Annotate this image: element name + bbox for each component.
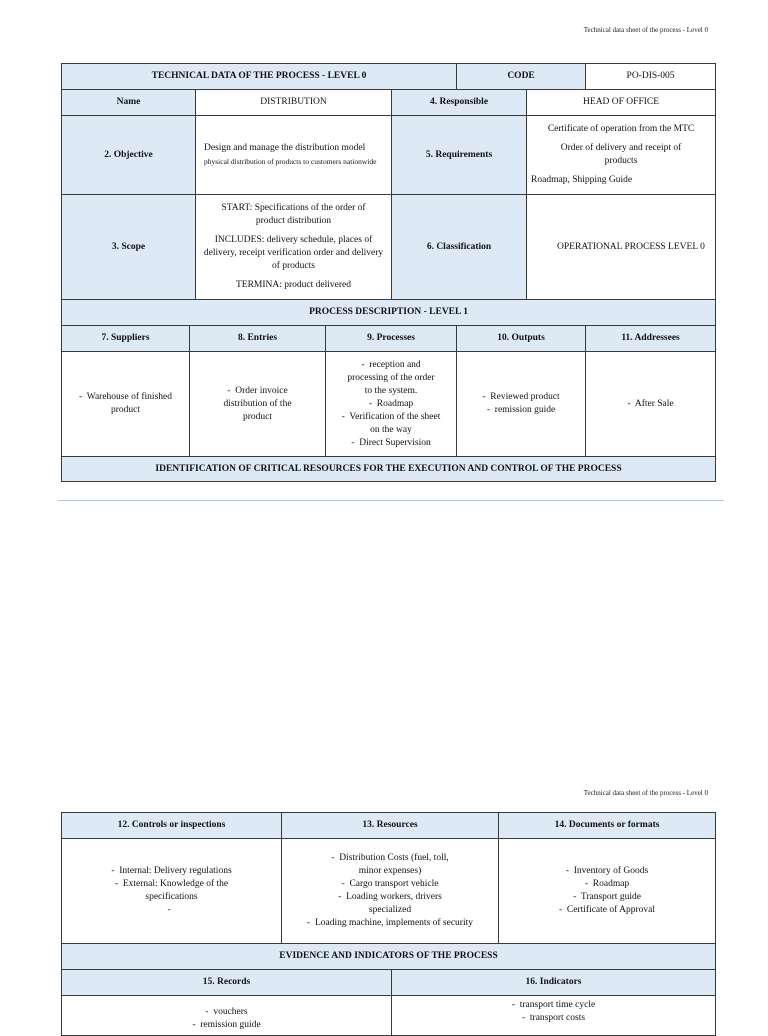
name-value: DISTRIBUTION xyxy=(196,90,392,116)
column-documents: 14. Documents or formats xyxy=(499,813,716,839)
column-entries: 8. Entries xyxy=(190,326,326,352)
scope-value xyxy=(196,195,392,300)
processes-cell xyxy=(326,352,457,457)
name-label: Name xyxy=(62,90,196,116)
records-label: 15. Records xyxy=(62,970,392,996)
indicators-cell xyxy=(392,996,716,1036)
document-item: - Inventory of Goods xyxy=(503,865,711,878)
classification-label: 6. Classification xyxy=(392,195,527,300)
control-item xyxy=(66,904,277,917)
supplier-item: - Warehouse of finished product xyxy=(66,391,185,417)
objective-label: 2. Objective xyxy=(62,116,196,195)
process-item: - reception and processing of the order to the system. xyxy=(330,359,452,398)
objective-value xyxy=(196,116,392,195)
control-item: - Internal: Delivery regulations xyxy=(66,865,277,878)
page-separator xyxy=(58,500,724,501)
column-suppliers: 7. Suppliers xyxy=(62,326,190,352)
output-item: - remission guide xyxy=(461,404,581,417)
resources-cell xyxy=(282,839,499,944)
classification-value: OPERATIONAL PROCESS LEVEL 0 xyxy=(527,195,716,300)
requirement-item: Roadmap, Shipping Guide xyxy=(531,175,633,185)
document-item: - Roadmap xyxy=(503,878,711,891)
controls-cell xyxy=(62,839,282,944)
entry-item: - Order invoice distribution of the product xyxy=(194,385,321,424)
resource-item: - Cargo transport vehicle xyxy=(286,878,494,891)
critical-resources-title: IDENTIFICATION OF CRITICAL RESOURCES FOR THE EXECUTION AND CONTROL OF THE PROCESS xyxy=(62,457,716,482)
process-item: - Verification of the sheet on the way xyxy=(330,411,452,437)
resource-item: - Loading machine, implements of security xyxy=(286,917,494,930)
indicators-label: 16. Indicators xyxy=(392,970,716,996)
objective-line-1: Design and manage the distribution model xyxy=(204,143,366,153)
suppliers-cell xyxy=(62,352,190,457)
column-processes: 9. Processes xyxy=(326,326,457,352)
record-item: - remission guide xyxy=(66,1019,387,1032)
code-value: PO-DIS-005 xyxy=(586,64,716,90)
output-item: - Reviewed product xyxy=(461,391,581,404)
responsible-value: HEAD OF OFFICE xyxy=(527,90,716,116)
process-item: - Direct Supervision xyxy=(330,437,452,450)
sheet-title: TECHNICAL DATA OF THE PROCESS - LEVEL 0 xyxy=(62,64,457,90)
column-addressees: 11. Addressees xyxy=(586,326,716,352)
scope-item: START: Specifications of the order of product distribution xyxy=(221,203,366,226)
evidence-title: EVIDENCE AND INDICATORS OF THE PROCESS xyxy=(62,944,716,970)
control-item: - External: Knowledge of the specifications xyxy=(66,878,277,904)
documents-cell xyxy=(499,839,716,944)
entries-cell xyxy=(190,352,326,457)
record-item: - vouchers xyxy=(66,1006,387,1019)
page-header-text: Technical data sheet of the process - Level 0 xyxy=(583,789,708,797)
requirement-item: Order of delivery and receipt of products xyxy=(560,143,682,166)
resource-item: - Loading workers, drivers specialized xyxy=(286,891,494,917)
column-outputs: 10. Outputs xyxy=(457,326,586,352)
column-controls: 12. Controls or inspections xyxy=(62,813,282,839)
process-item: - Roadmap xyxy=(330,398,452,411)
resource-item: - Distribution Costs (fuel, toll, minor expenses) xyxy=(286,852,494,878)
column-resources: 13. Resources xyxy=(282,813,499,839)
requirements-value xyxy=(527,116,716,195)
technical-data-table xyxy=(61,63,716,482)
document-item: - Transport guide xyxy=(503,891,711,904)
scope-label: 3. Scope xyxy=(62,195,196,300)
page-header-text: Technical data sheet of the process - Level 0 xyxy=(583,26,708,34)
indicator-item: - transport time cycle xyxy=(396,999,711,1012)
controls-resources-table xyxy=(61,812,716,1036)
process-description-title: PROCESS DESCRIPTION - LEVEL 1 xyxy=(62,300,716,326)
requirements-label: 5. Requirements xyxy=(392,116,527,195)
objective-line-2: physical distribution of products to customers nationwide xyxy=(204,157,377,166)
responsible-label: 4. Responsible xyxy=(392,90,527,116)
records-cell xyxy=(62,996,392,1036)
scope-item: TERMINA: product delivered xyxy=(235,280,352,290)
scope-item: INCLUDES: delivery schedule, places of delivery, receipt verification order and delivery of products xyxy=(203,235,384,271)
requirement-item: Certificate of operation from the MTC xyxy=(547,124,695,134)
indicator-item: - transport costs xyxy=(396,1012,711,1025)
addressee-item: - After Sale xyxy=(590,398,711,411)
outputs-cell xyxy=(457,352,586,457)
document-item: - Certificate of Approval xyxy=(503,904,711,917)
addressees-cell xyxy=(586,352,716,457)
code-label: CODE xyxy=(457,64,586,90)
